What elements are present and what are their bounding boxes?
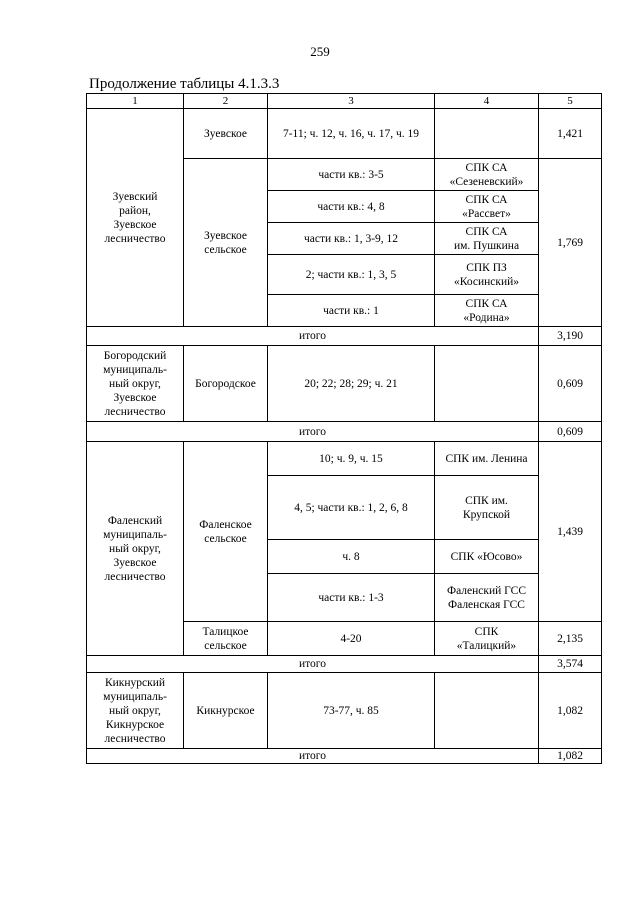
- table-row: [87, 673, 602, 749]
- total-value: 3,190: [539, 327, 602, 346]
- total-value: 0,609: [539, 422, 602, 442]
- forestry-cell: Богородское: [184, 346, 268, 422]
- owner-cell: СПК ПЗ «Косинский»: [435, 255, 539, 295]
- header-cell: 5: [539, 94, 602, 109]
- quarters-cell: части кв.: 3-5: [268, 159, 435, 191]
- area-cell: 0,609: [539, 346, 602, 422]
- header-cell: 4: [435, 94, 539, 109]
- total-label: итого: [87, 422, 539, 442]
- total-label: итого: [87, 749, 539, 764]
- owner-cell: СПК им. Ленина: [435, 442, 539, 476]
- data-table: [86, 93, 602, 764]
- owner-cell: СПК СА «Сезеневский»: [435, 159, 539, 191]
- quarters-cell: 10; ч. 9, ч. 15: [268, 442, 435, 476]
- header-cell: 3: [268, 94, 435, 109]
- quarters-cell: 2; части кв.: 1, 3, 5: [268, 255, 435, 295]
- owner-cell: СПК СА им. Пушкина: [435, 223, 539, 255]
- quarters-cell: 4-20: [268, 622, 435, 656]
- header-cell: 1: [87, 94, 184, 109]
- area-cell: 1,439: [539, 442, 602, 622]
- table-row: [87, 109, 602, 159]
- district-cell: Богородский муниципаль- ный округ, Зуевское лесничество: [87, 346, 184, 422]
- total-row: [87, 422, 602, 442]
- quarters-cell: ч. 8: [268, 540, 435, 574]
- forestry-cell: Зуевское: [184, 109, 268, 159]
- owner-cell: Фаленский ГСС Фаленская ГСС: [435, 574, 539, 622]
- quarters-cell: части кв.: 1: [268, 295, 435, 327]
- quarters-cell: 73-77, ч. 85: [268, 673, 435, 749]
- area-cell: 2,135: [539, 622, 602, 656]
- area-cell: 1,082: [539, 673, 602, 749]
- forestry-cell: Кикнурское: [184, 673, 268, 749]
- owner-cell: [435, 346, 539, 422]
- quarters-cell: части кв.: 1-3: [268, 574, 435, 622]
- district-cell: Зуевский район, Зуевское лесничество: [87, 109, 184, 327]
- owner-cell: СПК «Юсово»: [435, 540, 539, 574]
- forestry-cell: Талицкое сельское: [184, 622, 268, 656]
- total-value: 3,574: [539, 656, 602, 673]
- quarters-cell: части кв.: 1, 3-9, 12: [268, 223, 435, 255]
- total-row: [87, 749, 602, 764]
- quarters-cell: части кв.: 4, 8: [268, 191, 435, 223]
- owner-cell: СПК «Талицкий»: [435, 622, 539, 656]
- table-row: [87, 442, 602, 476]
- forestry-cell: Зуевское сельское: [184, 159, 268, 327]
- total-row: [87, 327, 602, 346]
- owner-cell: СПК им. Крупской: [435, 476, 539, 540]
- area-cell: 1,769: [539, 159, 602, 327]
- header-cell: 2: [184, 94, 268, 109]
- quarters-cell: 7-11; ч. 12, ч. 16, ч. 17, ч. 19: [268, 109, 435, 159]
- district-cell: Кикнурский муниципаль- ный округ, Кикнурское лесничество: [87, 673, 184, 749]
- total-value: 1,082: [539, 749, 602, 764]
- page-number: 259: [310, 44, 330, 59]
- quarters-cell: 20; 22; 28; 29; ч. 21: [268, 346, 435, 422]
- district-cell: Фаленский муниципаль- ный округ, Зуевское лесничество: [87, 442, 184, 656]
- total-label: итого: [87, 656, 539, 673]
- table-header-row: [87, 94, 602, 109]
- forestry-cell: Фаленское сельское: [184, 442, 268, 622]
- table-row: [87, 346, 602, 422]
- area-cell: 1,421: [539, 109, 602, 159]
- owner-cell: СПК СА «Родина»: [435, 295, 539, 327]
- total-label: итого: [87, 327, 539, 346]
- owner-cell: [435, 673, 539, 749]
- total-row: [87, 656, 602, 673]
- quarters-cell: 4, 5; части кв.: 1, 2, 6, 8: [268, 476, 435, 540]
- table-caption: Продолжение таблицы 4.1.3.3: [89, 76, 280, 92]
- owner-cell: СПК СА «Рассвет»: [435, 191, 539, 223]
- owner-cell: [435, 109, 539, 159]
